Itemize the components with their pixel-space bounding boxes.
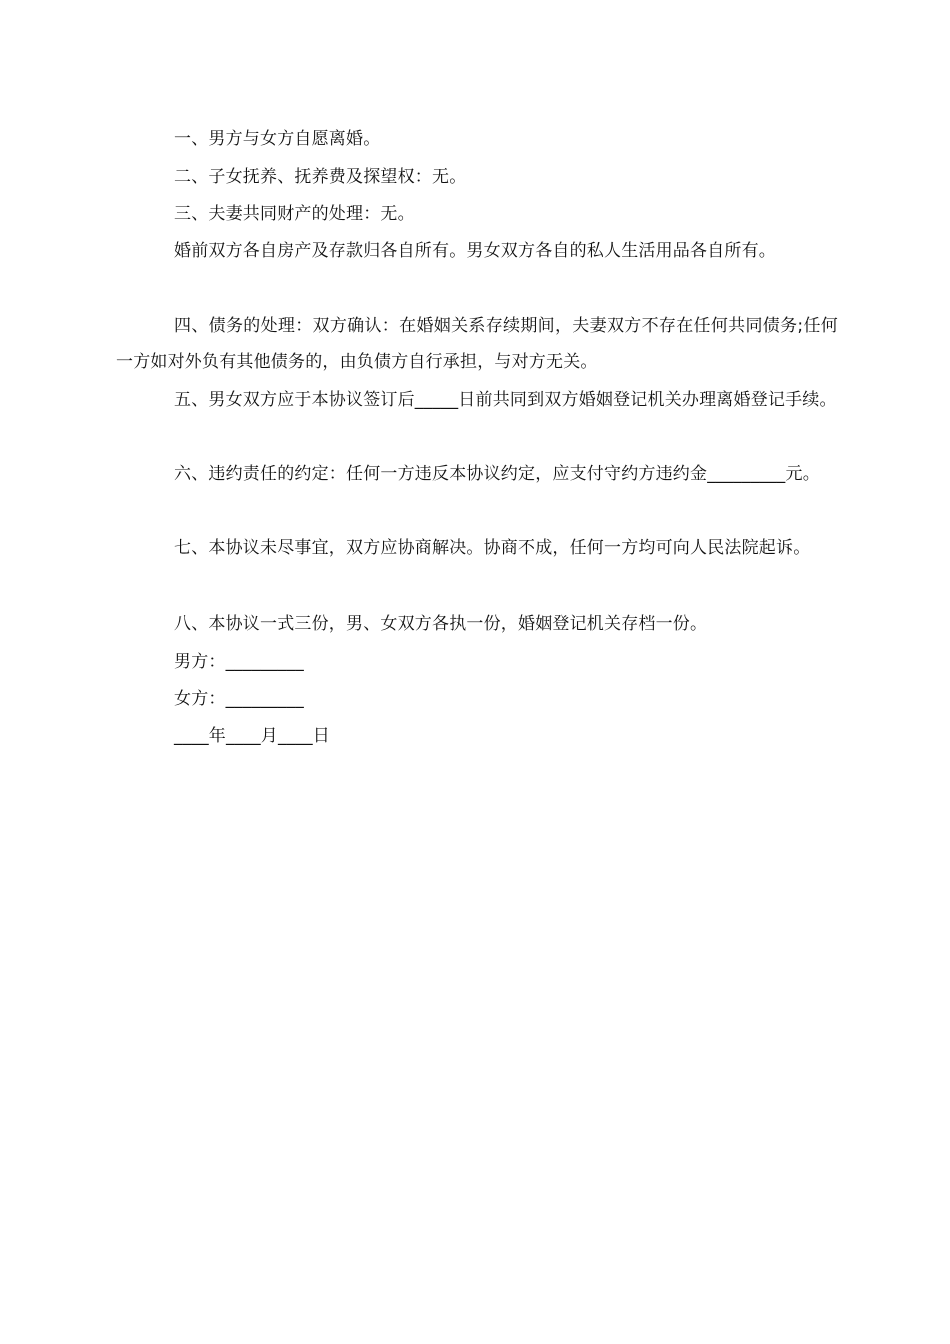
clause-3: 三、夫妻共同财产的处理：无。 — [174, 204, 415, 224]
clause-2: 二、子女抚养、抚养费及探望权：无。 — [174, 167, 467, 187]
clause-1: 一、男方与女方自愿离婚。 — [174, 129, 381, 149]
signature-female: 女方：_________ — [174, 689, 304, 709]
clause-5: 五、男女双方应于本协议签订后_____日前共同到双方婚姻登记机关办理离婚登记手续。 — [174, 390, 837, 410]
clause-4: 四、债务的处理：双方确认：在婚姻关系存续期间，夫妻双方不存在任何共同债务;任何一方如对外负有其他债务的，由负债方自行承担，与对方无关。 — [116, 316, 838, 372]
clause-6: 六、违约责任的约定：任何一方违反本协议约定，应支付守约方违约金_________元。 — [174, 464, 820, 484]
clause-7: 七、本协议未尽事宜，双方应协商解决。协商不成，任何一方均可向人民法院起诉。 — [174, 538, 811, 558]
clause-8: 八、本协议一式三份，男、女双方各执一份，婚姻登记机关存档一份。 — [174, 614, 708, 634]
signature-date: ____年____月____日 — [174, 726, 330, 746]
signature-male: 男方：_________ — [174, 652, 304, 672]
clause-3-note: 婚前双方各自房产及存款归各自所有。男女双方各自的私人生活用品各自所有。 — [174, 241, 776, 261]
